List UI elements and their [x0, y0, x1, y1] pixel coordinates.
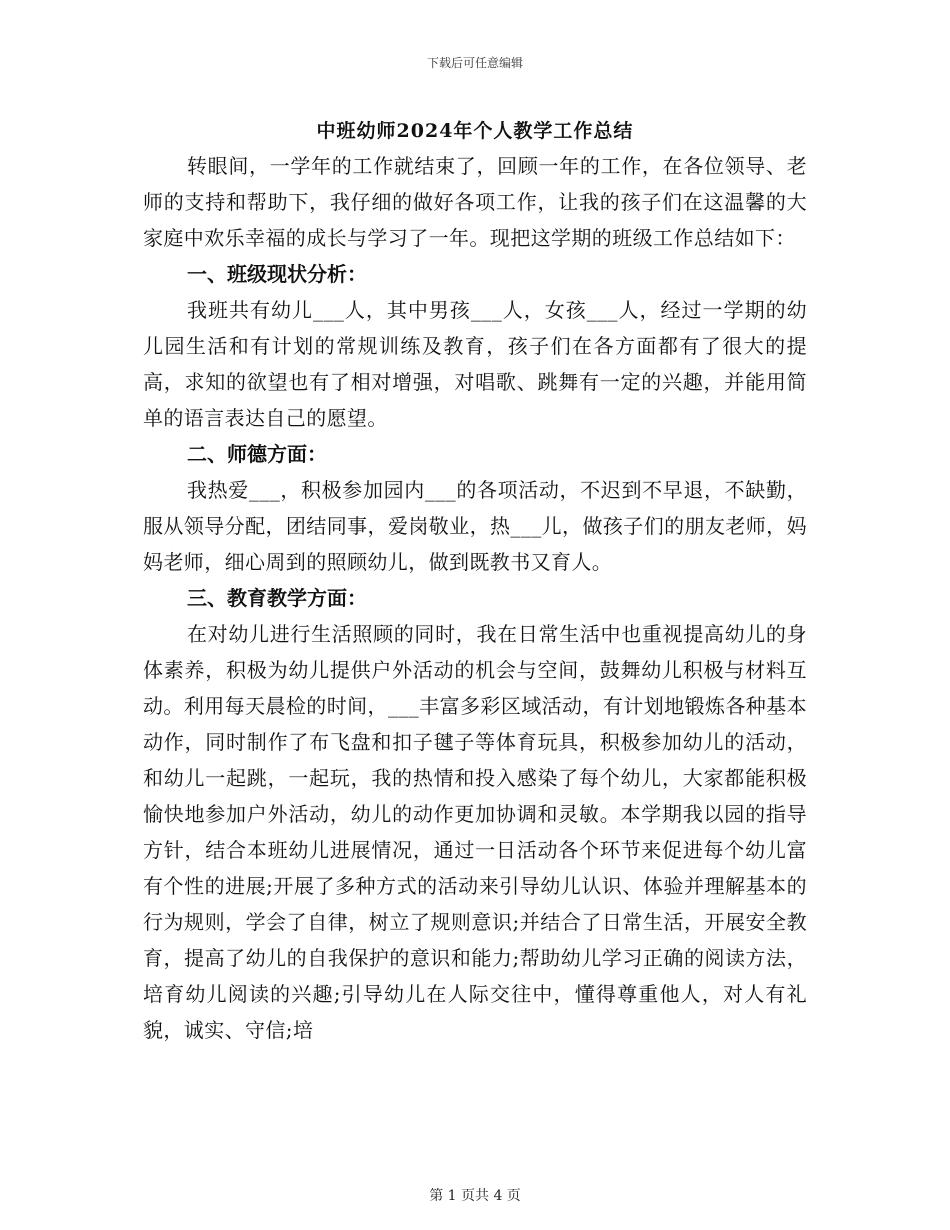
intro-paragraph: 转眼间，一学年的工作就结束了，回顾一年的工作，在各位领导、老师的支持和帮助下，我仔细的做好各项工作，让我的孩子们在这温馨的大家庭中欢乐幸福的成长与学习了一年。现把这学期的班级工作总结如下：: [143, 154, 807, 250]
document-body: [143, 148, 807, 1048]
page-header-note: 下载后可任意编辑: [426, 56, 523, 70]
section-heading-teaching: 三、教育教学方面：: [187, 586, 367, 610]
document-title: 中班幼师2024年个人教学工作总结: [316, 120, 634, 142]
section-heading-class-status: 一、班级现状分析：: [187, 262, 367, 286]
teaching-paragraph: 在对幼儿进行生活照顾的同时，我在日常生活中也重视提高幼儿的身体素养，积极为幼儿提供户外活动的机会与空间，鼓舞幼儿积极与材料互动。利用每天晨检的时间，___丰富多彩区域活动，有计划地锻炼各种基本动作，同时制作了布飞盘和扣子毽子等体育玩具，积极参加幼儿的活动，和幼儿一起跳，一起玩，我的热情和投入感染了每个幼儿，大家都能积极愉快地参加户外活动，幼儿的动作更加协调和灵敏。本学期我以园的指导方针，结合本班幼儿进展情况，通过一日活动各个环节来促进每个幼儿富有个性的进展;开展了多种方式的活动来引导幼儿认识、体验并理解基本的行为规则，学会了自律，树立了规则意识;并结合了日常生活，开展安全教育，提高了幼儿的自我保护的意识和能力;帮助幼儿学习正确的阅读方法，培育幼儿阅读的兴趣;引导幼儿在人际交往中，懂得尊重他人，对人有礼貌，诚实、守信;培: [143, 622, 807, 1042]
teacher-ethics-paragraph: 我热爱___，积极参加园内___的各项活动，不迟到不早退，不缺勤，服从领导分配，团结同事，爱岗敬业，热___儿，做孩子们的朋友老师，妈妈老师，细心周到的照顾幼儿，做到既教书又育人。: [143, 478, 807, 574]
class-status-paragraph: 我班共有幼儿___人，其中男孩___人，女孩___人，经过一学期的幼儿园生活和有计划的常规训练及教育，孩子们在各方面都有了很大的提高，求知的欲望也有了相对增强，对唱歌、跳舞有一定的兴趣，并能用简单的语言表达自己的愿望。: [143, 298, 807, 430]
page-number: 第 1 页共 4 页: [429, 1188, 521, 1204]
section-heading-teacher-ethics: 二、师德方面：: [187, 442, 327, 466]
